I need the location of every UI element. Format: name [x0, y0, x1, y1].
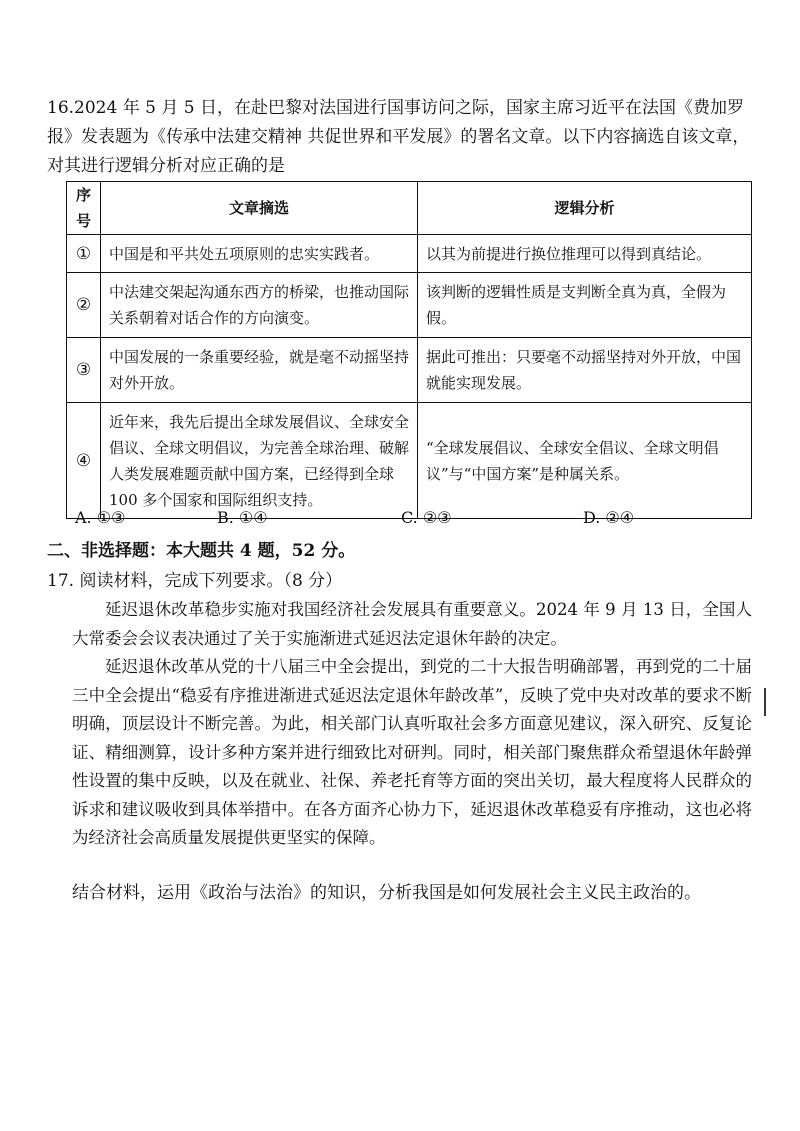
- reading-material: [72, 596, 752, 853]
- row-excerpt: 近年来，我先后提出全球发展倡议、全球安全倡议、全球文明倡议，为完善全球治理、破解人类发展难题贡献中国方案，已经得到全球 100 多个国家和国际组织支持。: [101, 403, 418, 519]
- material-paragraph-1: 延迟退休改革稳步实施对我国经济社会发展具有重要意义。2024 年 9 月 13 日，全国人大常委会会议表决通过了关于实施渐进式延迟法定退休年龄的决定。: [72, 600, 752, 648]
- header-excerpt: 文章摘选: [101, 182, 418, 235]
- table-row: [67, 235, 752, 273]
- table-row: [67, 403, 752, 519]
- row-analysis: “全球发展倡议、全球安全倡议、全球文明倡议”与“中国方案”是种属关系。: [418, 403, 752, 519]
- row-excerpt: 中国是和平共处五项原则的忠实实践者。: [101, 235, 418, 273]
- scan-edge-mark: [764, 688, 766, 716]
- answer-options: [75, 508, 725, 536]
- row-number: ④: [67, 403, 101, 519]
- option-c[interactable]: C. ②③: [401, 508, 452, 527]
- row-number: ①: [67, 235, 101, 273]
- header-analysis: 逻辑分析: [418, 182, 752, 235]
- table-row: [67, 338, 752, 403]
- table-row: [67, 273, 752, 338]
- row-analysis: 以其为前提进行换位推理可以得到真结论。: [418, 235, 752, 273]
- option-a[interactable]: A. ①③: [75, 508, 126, 527]
- material-paragraph-2: 延迟退休改革从党的十八届三中全会提出，到党的二十大报告明确部署，再到党的二十届三中全会提出“稳妥有序推进渐进式延迟法定退休年龄改革”，反映了党中央对改革的要求不断明确，顶层设计不断完善。为此，相关部门认真听取社会多方面意见建议，深入研究、反复论证、精细测算，设计多种方案并进行细致比对研判。同时，相关部门聚焦群众希望退休年龄弹性设置的集中反映，以及在就业、社保、养老托育等方面的突出关切，最大程度将人民群众的诉求和建议吸收到具体举措中。在各方面齐心协力下，延迟退休改革稳妥有序推动，这也必将为经济社会高质量发展提供更坚实的保障。: [72, 657, 752, 847]
- row-analysis: 该判断的逻辑性质是支判断全真为真，全假为假。: [418, 273, 752, 338]
- question-17-stem: 17. 阅读材料，完成下列要求。（8 分）: [47, 571, 343, 591]
- question-17-task: 结合材料，运用《政治与法治》的知识，分析我国是如何发展社会主义民主政治的。: [72, 883, 701, 903]
- row-excerpt: 中法建交架起沟通东西方的桥梁，也推动国际关系朝着对话合作的方向演变。: [101, 273, 418, 338]
- option-b[interactable]: B. ①④: [217, 508, 268, 527]
- row-number: ③: [67, 338, 101, 403]
- table-header-row: [67, 182, 752, 235]
- row-excerpt: 中国发展的一条重要经验，就是毫不动摇坚持对外开放。: [101, 338, 418, 403]
- row-number: ②: [67, 273, 101, 338]
- option-d[interactable]: D. ②④: [583, 508, 635, 527]
- question-16-stem: 16.2024 年 5 月 5 日，在赴巴黎对法国进行国事访问之际，国家主席习近平在法国《费加罗报》发表题为《传承中法建交精神 共促世界和平发展》的署名文章。以下内容摘选自该文章，对其进行逻辑分析对应正确的是: [47, 98, 750, 176]
- header-number: 序号: [67, 182, 101, 235]
- logic-analysis-table: [66, 181, 752, 519]
- section-2-heading: 二、非选择题：本大题共 4 题，52 分。: [47, 541, 356, 561]
- row-analysis: 据此可推出：只要毫不动摇坚持对外开放，中国就能实现发展。: [418, 338, 752, 403]
